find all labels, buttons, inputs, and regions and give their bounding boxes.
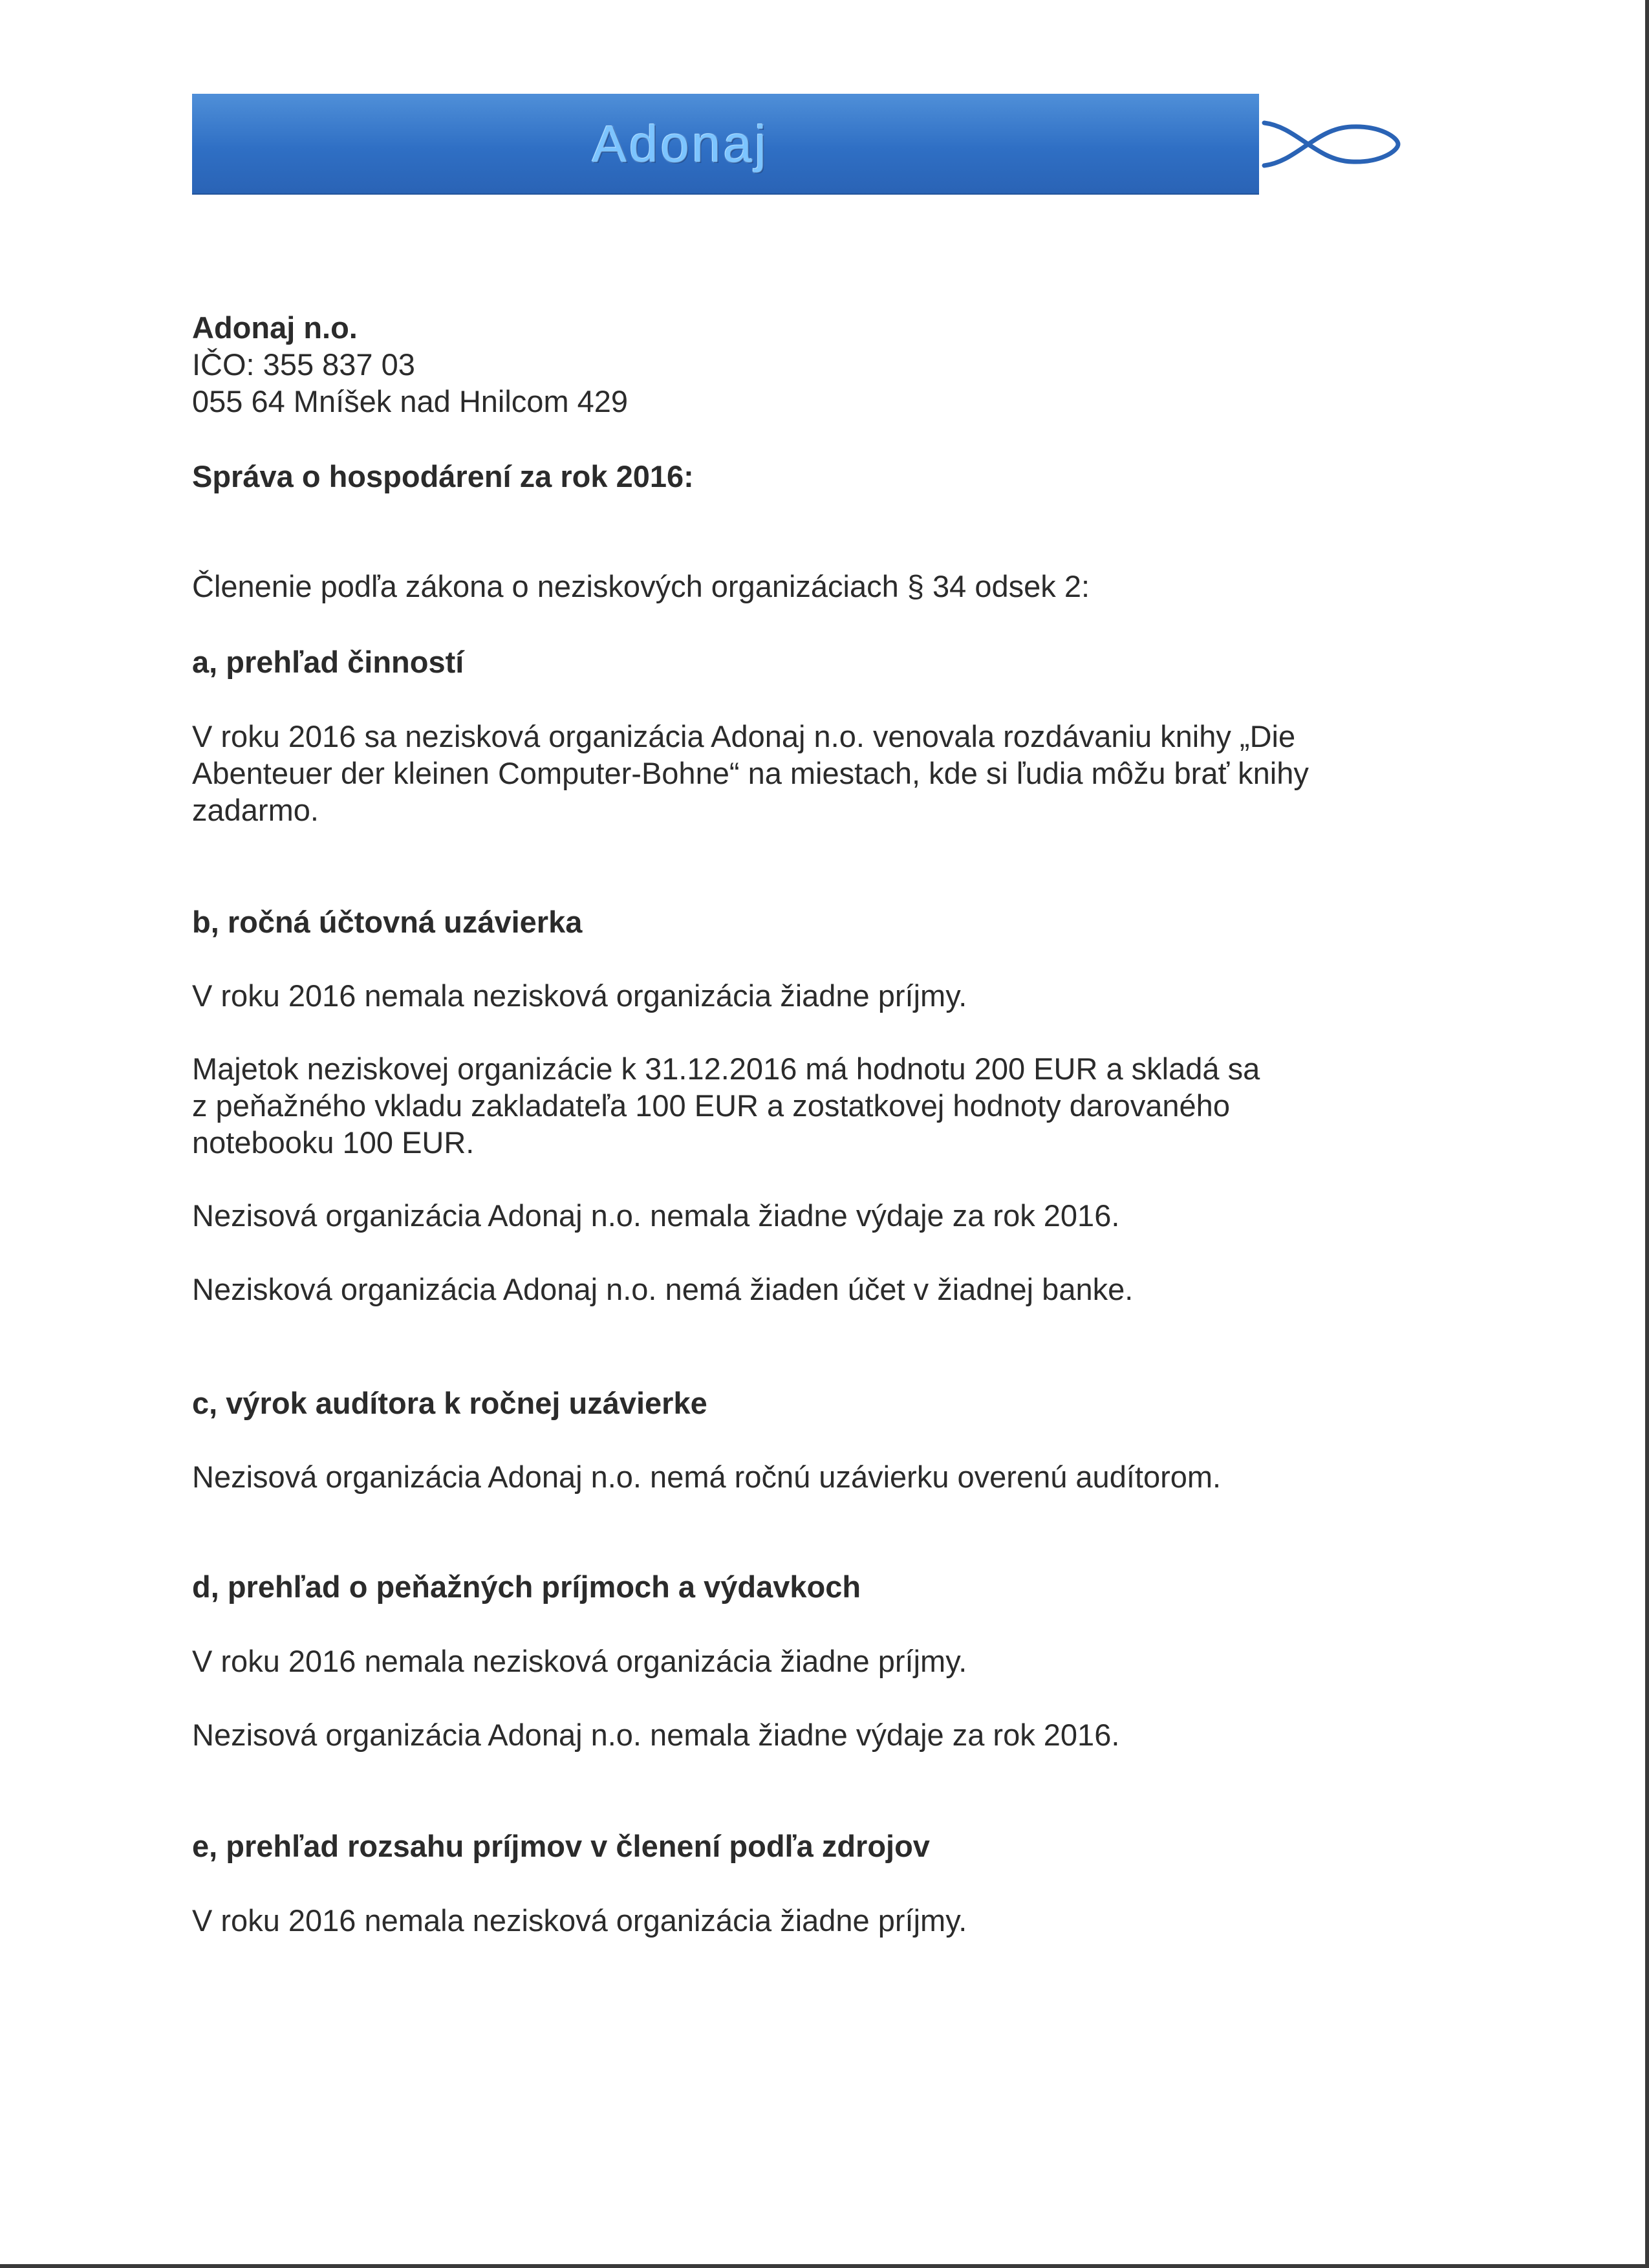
ichthys-fish-icon bbox=[1261, 115, 1403, 173]
org-name: Adonaj n.o. bbox=[192, 310, 358, 345]
report-title: Správa o hospodárení za rok 2016: bbox=[192, 459, 694, 493]
report-intro: Členenie podľa zákona o neziskových organizáciach § 34 odsek 2: bbox=[192, 569, 1090, 603]
section-b-paragraph: V roku 2016 nemala nezisková organizácia žiadne príjmy. bbox=[192, 978, 967, 1013]
section-a-line: V roku 2016 sa nezisková organizácia Adonaj n.o. venovala rozdávaniu knihy „Die bbox=[192, 719, 1296, 753]
section-c-heading: c, výrok audítora k ročnej uzávierke bbox=[192, 1386, 707, 1420]
section-a-line: Abenteuer der kleinen Computer-Bohne“ na miestach, kde si ľudia môžu brať knihy bbox=[192, 756, 1309, 790]
section-d-heading: d, prehľad o peňažných príjmoch a výdavkoch bbox=[192, 1570, 861, 1604]
section-b-assets-line: Majetok neziskovej organizácie k 31.12.2016 má hodnotu 200 EUR a skladá sa bbox=[192, 1052, 1260, 1086]
section-e-paragraph: V roku 2016 nemala nezisková organizácia žiadne príjmy. bbox=[192, 1903, 967, 1938]
section-b-assets-line: notebooku 100 EUR. bbox=[192, 1125, 475, 1160]
org-address: 055 64 Mníšek nad Hnilcom 429 bbox=[192, 384, 629, 418]
scan-edge-right bbox=[1645, 0, 1649, 2268]
section-a-line: zadarmo. bbox=[192, 793, 319, 827]
section-d-paragraph: Nezisová organizácia Adonaj n.o. nemala žiadne výdaje za rok 2016. bbox=[192, 1718, 1120, 1752]
scan-edge-bottom bbox=[0, 2264, 1649, 2268]
section-e-heading: e, prehľad rozsahu príjmov v členení podľa zdrojov bbox=[192, 1829, 930, 1863]
section-b-paragraph: Nezisková organizácia Adonaj n.o. nemá žiaden účet v žiadnej banke. bbox=[192, 1272, 1134, 1306]
section-a-heading: a, prehľad činností bbox=[192, 645, 464, 679]
section-c-paragraph: Nezisová organizácia Adonaj n.o. nemá ročnú uzávierku overenú audítorom. bbox=[192, 1460, 1222, 1494]
section-d-paragraph: V roku 2016 nemala nezisková organizácia žiadne príjmy. bbox=[192, 1644, 967, 1678]
section-b-heading: b, ročná účtovná uzávierka bbox=[192, 905, 583, 939]
banner-title: Adonaj bbox=[592, 115, 769, 173]
header-banner bbox=[192, 94, 1259, 195]
section-b-assets-line: z peňažného vkladu zakladateľa 100 EUR a zostatkovej hodnoty darovaného bbox=[192, 1088, 1230, 1123]
org-ico: IČO: 355 837 03 bbox=[192, 347, 415, 382]
section-b-paragraph: Nezisová organizácia Adonaj n.o. nemala žiadne výdaje za rok 2016. bbox=[192, 1198, 1120, 1233]
